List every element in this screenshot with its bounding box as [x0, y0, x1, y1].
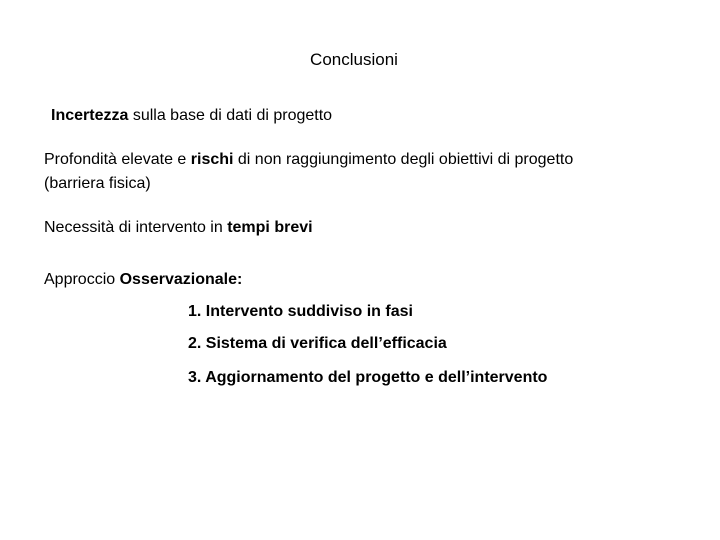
incertezza-rest: sulla base di dati di progetto — [128, 107, 333, 124]
profondita-text-b: di non raggiungimento degli obiettivi di progetto — [233, 151, 574, 168]
list-item-1: 1. Intervento suddiviso in fasi — [188, 303, 413, 320]
profondita-bold: rischi — [190, 151, 234, 168]
incertezza-bold: Incertezza — [51, 107, 129, 124]
necessita-text: Necessità di intervento in — [44, 219, 228, 236]
paragraph-profondita-line2: (barriera fisica) — [44, 175, 151, 192]
list-item-2: 2. Sistema di verifica dell’efficacia — [188, 335, 447, 352]
profondita-text-a: Profondità elevate e — [44, 151, 191, 168]
necessita-bold: tempi brevi — [227, 219, 313, 236]
slide-title: Conclusioni — [310, 50, 398, 69]
approccio-bold: Osservazionale: — [119, 271, 243, 288]
paragraph-necessita — [44, 216, 313, 240]
paragraph-profondita-line1 — [44, 148, 573, 172]
paragraph-approccio — [44, 268, 242, 292]
paragraph-incertezza — [51, 104, 332, 128]
list-item-3: 3. Aggiornamento del progetto e dell’intervento — [188, 369, 548, 386]
approccio-text: Approccio — [44, 271, 120, 288]
